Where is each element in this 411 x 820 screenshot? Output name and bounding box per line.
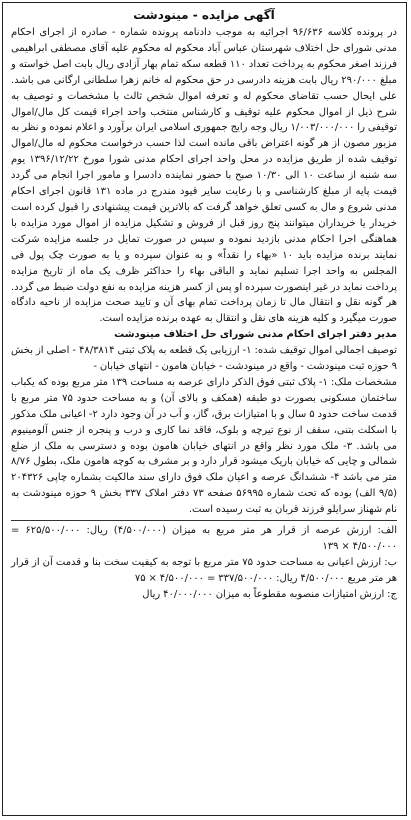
office-signature: مدیر دفتر اجرای احکام مدنی شورای حل اختلاف مینودشت <box>114 329 397 341</box>
valuation-utilities: ج: ارزش امتیازات منصوبه مقطوعاً به میزان ۴۰/۰۰۰/۰۰۰ ریال <box>142 588 397 600</box>
divider <box>11 520 397 521</box>
notice-body: در پرونده کلاسه ۹۶/۶۳۶ اجرائیه به موجب دادنامه پرونده شماره - صادره از اجرای احکام مدنی شورای حل اختلاف شهرستان عباس آباد محکوم له محکوم علیه آقای مصطفی ابراهیمی فرزند اصغر محکوم به پرداخت تعداد ۱۱۰ قطعه سکه تمام بهار آزادی ریال بابت اصل خواسته و مبلغ ۲۹۰/۰۰۰ ریال بابت هزینه دادرسی در حق محکوم له خانم زهرا سلطانی ارگانی می باشد. علی ایحال حسب تقاضای محکوم له و تعرفه اموال شخص ثالث با مشخصات و توصیف به شرح ذیل از اموال محکوم علیه توقیف و کارشناس منتخب واحد اجراء قیمت کل مال/اموال توقیفی را ۱/۰۰۳/۰۰۰/۰۰۰ ریال وجه رایج جمهوری اسلامی ایران برآورد و اعلام نموده و نظر به مزبور مصون از هر گونه اعتراض باقی مانده است لذا حسب درخواست محکوم له مال/اموال توقیف شده از طریق مزایده در محل واحد اجرای احکام مدنی شورا مورخ ۱۳۹۶/۱۲/۲۲ یوم سه شنبه از ساعت ۱۰ الی ۱۰/۳۰ صبح با حضور نماینده دادسرا و مامور اجرا انجام می گردد قیمت پایه از مبلغ کارشناسی و با رعایت سایر قیود مندرج در ماده ۱۳۱ قانون اجرای احکام مدنی شروع و مال به کسی تعلق خواهد گرفت که بالاترین قیمت پیشنهادی را قبول کرده است خریدار یا خریداران میتوانند پنج روز قبل از فروش و تشکیل مزایده از اموال مورد مزایده با هماهنگی اجرا احکام مدنی بازدید نموده و سپس در صورت تمایل در جلسه مزایده شرکت نمایند برنده مزایده باید ۱۰ «بهاء را نقداً» و به عنوان سپرده و یا به صورت چک پول فی المجلس به واحد اجرا تسلیم نماید و الباقی بهاء را حداکثر ظرف یک ماه از تاریخ مزایده پرداخت نماید در غیر اینصورت سپرده او پس از کسر هزینه مزایده به نفع دولت ضبط می گردد. هر گونه نقل و انتقال مال تا زمان پرداخت تمام بهای آن و تایید صحت مزایده از ناحیه دادگاه صورت میگیرد و کلیه هزینه های نقل و انتقال به عهده برنده مزایده است. <box>11 27 397 325</box>
valuation-land: الف: ارزش عرصه از قرار هر متر مربع به میزان (۴/۵۰۰/۰۰۰) ریال: ۶۲۵/۵۰۰/۰۰۰ = ۴/۵۰۰/۰۰۰ × ۱۳۹ <box>11 525 397 552</box>
notice-title: آگهی مزایده - مینودشت <box>133 8 275 22</box>
property-specs: مشخصات ملک: ۱- پلاک ثبتی فوق الذکر دارای عرصه به مساحت ۱۳۹ متر مربع بوده که یکباب ساختمان مسکونی بصورت دو طبقه (همکف و بالای آن) و به مساحت حدود ۷۵ متر مربع با قدمت ساخت حدود ۵ سال و با امتیازات برق، گاز، و آب در آن وجود دارد ۲- اعیانی ملک مذکور با اسکلت بتنی، سقف از نوع تیرچه و بلوک، فاقد نما کاری و درب و پنجره از جنس آلومینیوم می باشد. ۳- ملک مورد نظر واقع در انتهای خیابان هامون بوده و دسترسی به ملک از ضلع شمالی و چایی که خیابان باریک میشود قرار دارد و بر مشرف به کوچه هامون ملک، بطول ۸/۷۶ متر می باشد ۴- ششدانگ عرصه و اعیان ملک فوق دارای سند مالکیت بشماره چاپی ۲۰۴۳۲۶ (۹/۵ الف) بوده که تحت شماره ۵۶۹۹۵ صفحه ۷۳ دفتر املاک ۳۳۷ بخش ۹ حوزه مینودشت به نام شهناز سرایلو فرزند قربان به ثبت رسیده است. <box>11 376 398 516</box>
property-summary: توصیف اجمالی اموال توقیف شده: ۱- ارزیابی یک قطعه به پلاک ثبتی ۴۸/۳۸۱۴ - اصلی از بخش ۹ حوزه ثبت مینودشت - واقع در مینودشت - خیابان هامون - انتهای خیابان - <box>11 345 397 373</box>
valuation-building: ب: ارزش اعیانی به مساحت حدود ۷۵ متر مربع با توجه به کیفیت سخت بنا و قدمت آن از قرار هر متر مربع ۴/۵۰۰/۰۰۰ ریال: ۳۳۷/۵۰۰/۰۰۰ = ۴/۵۰۰/۰۰۰ × ۷۵ <box>11 556 398 584</box>
auction-notice <box>2 2 407 816</box>
